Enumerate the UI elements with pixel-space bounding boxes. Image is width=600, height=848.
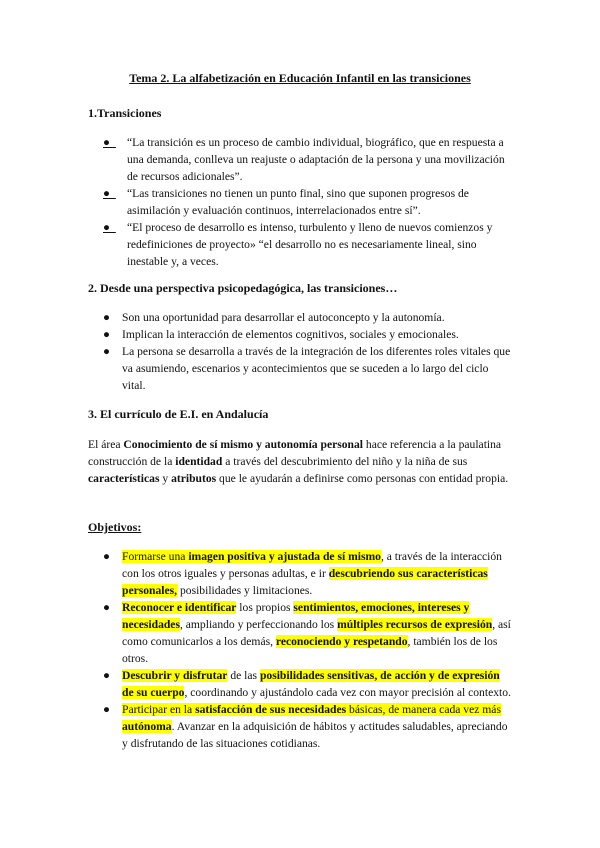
text-run: hace referencia a la paulatina construcción de la bbox=[88, 438, 502, 468]
bullet-icon: ● bbox=[103, 187, 111, 200]
text-run: . Avanzar en la adquisición de hábitos y actitudes saludables, apreciando y disfrutando de las situaciones cotidianas. bbox=[122, 720, 508, 750]
curriculo-paragraph bbox=[88, 436, 513, 487]
list-item bbox=[103, 309, 513, 326]
list-item-text: “El proceso de desarrollo es intenso, turbulento y lleno de nuevos comienzos y redefiniciones de proyecto» “el desarrollo no es necesariamente lineal, sino inestable y, a veces. bbox=[127, 221, 493, 268]
text-run: , ampliando y perfeccionando los bbox=[179, 618, 338, 631]
highlight-run: Participar en la bbox=[122, 703, 196, 716]
text-run: , coordinando y ajustándolo cada vez con mayor precisión al contexto. bbox=[184, 686, 511, 699]
text-run: y bbox=[159, 472, 172, 485]
highlight-bold-run: descubriendo sus características personales, bbox=[122, 567, 488, 597]
transiciones-quote-list bbox=[103, 134, 513, 270]
text-run: a través del descubrimiento del niño y la niña de sus bbox=[222, 455, 468, 468]
highlight-bold-run: sentimientos, emociones, intereses y necesidades bbox=[122, 601, 470, 631]
bullet-icon: ● bbox=[103, 550, 111, 563]
list-item-text: “Las transiciones no tienen un punto final, sino que suponen progresos de asimilación y evaluación continuos, interrelacionados entre sí”. bbox=[127, 187, 469, 217]
list-item bbox=[103, 343, 513, 394]
bold-run: atributos bbox=[171, 472, 217, 485]
highlight-bold-run: imagen positiva y ajustada de sí mismo bbox=[188, 550, 381, 563]
bullet-icon: ● bbox=[103, 669, 111, 682]
list-item bbox=[103, 185, 513, 219]
highlight-bold-run: múltiples recursos de expresión bbox=[337, 618, 493, 631]
list-item bbox=[103, 701, 513, 752]
section-heading-perspectiva: 2. Desde una perspectiva psicopedagógica, las transiciones… bbox=[88, 281, 398, 295]
objetivos-list bbox=[103, 548, 513, 752]
bullet-icon: ● bbox=[103, 601, 111, 614]
bullet-icon: ● bbox=[103, 345, 111, 358]
list-item bbox=[103, 599, 513, 667]
bullet-icon: ● bbox=[103, 136, 111, 149]
section-heading-curriculo: 3. El currículo de E.I. en Andalucía bbox=[88, 407, 269, 421]
perspectiva-list bbox=[103, 309, 513, 394]
text-run: que le ayudarán a definirse como personas con entidad propia. bbox=[216, 472, 509, 485]
bold-run: Conocimiento de sí mismo y autonomía personal bbox=[123, 438, 364, 451]
highlight-bold-run: posibilidades sensitivas, de acción y de expresión de su cuerpo bbox=[122, 669, 500, 699]
text-run: El área bbox=[88, 438, 124, 451]
bullet-icon: ● bbox=[103, 311, 111, 324]
bullet-icon: ● bbox=[103, 328, 111, 341]
bullet-icon: ● bbox=[103, 703, 111, 716]
highlight-run: Formarse una bbox=[122, 550, 189, 563]
highlight-bold-run: reconociendo y respetando bbox=[275, 635, 408, 648]
highlight-run: básicas, de manera cada vez más bbox=[346, 703, 501, 716]
bullet-icon: ● bbox=[103, 221, 111, 234]
list-item bbox=[103, 326, 513, 343]
text-run: posibilidades y limitaciones. bbox=[177, 584, 313, 597]
highlight-bold-run: autónoma bbox=[122, 720, 172, 733]
highlight-bold-run: Reconocer e identificar bbox=[122, 601, 237, 614]
list-item-text: Implican la interacción de elementos cognitivos, sociales y emocionales. bbox=[122, 328, 459, 341]
objetivos-heading: Objetivos: bbox=[88, 520, 142, 534]
highlight-bold-run: Descubrir y disfrutar bbox=[122, 669, 228, 682]
bold-run: identidad bbox=[175, 455, 223, 468]
bold-run: características bbox=[88, 472, 160, 485]
list-item-text: Son una oportunidad para desarrollar el autoconcepto y la autonomía. bbox=[122, 311, 445, 324]
list-item bbox=[103, 219, 513, 270]
text-run: de las bbox=[227, 669, 260, 682]
text-run: , también los de los otros. bbox=[122, 635, 498, 665]
page-title: Tema 2. La alfabetización en Educación Infantil en las transiciones bbox=[129, 71, 471, 85]
list-item-text: “La transición es un proceso de cambio individual, biográfico, que en respuesta a una demanda, conlleva un reajuste o adaptación de la persona y una movilización de recursos adicionales”. bbox=[127, 136, 505, 183]
section-heading-transiciones: 1.Transiciones bbox=[88, 106, 162, 120]
text-run: , a través de la interacción con los otros iguales y personas adultas, e ir bbox=[122, 550, 502, 580]
list-item-text: La persona se desarrolla a través de la integración de los diferentes roles vitales que va asumiendo, escenarios y acontecimientos que se suceden a lo largo del ciclo vital. bbox=[122, 345, 511, 392]
highlight-bold-run: satisfacción de sus necesidades bbox=[195, 703, 347, 716]
list-item bbox=[103, 667, 513, 701]
list-item bbox=[103, 134, 513, 185]
text-run: los propios bbox=[236, 601, 294, 614]
list-item bbox=[103, 548, 513, 599]
text-run: , así como comunicarlos a los demás, bbox=[122, 618, 511, 648]
